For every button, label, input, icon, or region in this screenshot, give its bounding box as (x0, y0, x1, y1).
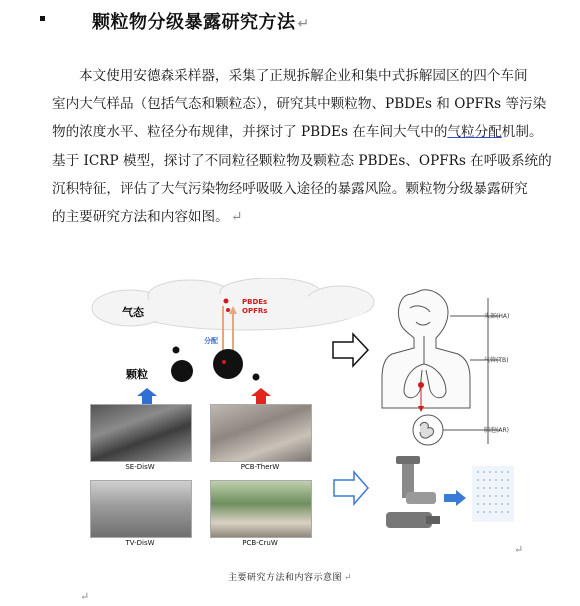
blue-right-arrow-icon (444, 490, 466, 506)
heading-title: 颗粒物分级暴露研究方法 (92, 12, 296, 33)
body-line-3b: 机制。 (501, 124, 543, 141)
underlined-term: 气粒分配 (447, 124, 502, 141)
body-line-6-text: 的主要研究方法和内容如图。 (52, 209, 229, 226)
body-line-4: 基于 ICRP 模型，探讨了不同粒径颗粒物及颗粒态 PBDEs、OPFRs 在呼吸系统的 (52, 152, 552, 169)
partition-label: 分配 (204, 337, 218, 345)
paragraph-mark: ↵ (514, 543, 524, 556)
respiratory-body-icon (382, 290, 500, 445)
body-line-1: 本文使用安德森采样器，采集了正规拆解企业和集中式拆解园区的四个车间 (79, 68, 528, 84)
region-alveoli: 肺泡(AR) (484, 427, 509, 434)
region-head: 头部(HA) (484, 313, 510, 320)
workshop-photo-tv-disw (90, 480, 192, 538)
photo-label-pcb-therw: PCB-TherW (240, 463, 280, 471)
body-line-3a: 物的浓度水平、粒径分布规律，并探讨了 PBDEs 在车间大气中的 (52, 124, 448, 141)
body-line-2: 室内大气样品（包括气态和颗粒态），研究其中颗粒物、PBDEs 和 OPFRs 等污染 (52, 96, 547, 113)
figure-caption (0, 570, 580, 583)
figure-caption-text: 主要研究方法和内容示意图 (227, 573, 342, 583)
particle-medium (171, 360, 193, 382)
workshop-photo-pcb-therw (210, 404, 312, 462)
particle-small-2 (253, 374, 260, 381)
blue-up-arrow-icon (137, 388, 157, 404)
workshop-photo-pcb-cruw (210, 480, 312, 538)
gas-label: 气态 (122, 306, 144, 319)
opfrs-label: OPFRs (242, 307, 268, 315)
gas-dot-pbdes (224, 299, 229, 304)
photo-label-se-disw: SE-DisW (125, 463, 155, 471)
particle-small-1 (173, 347, 180, 354)
photo-label-pcb-cruw: PCB-CruW (242, 539, 278, 547)
photo-label-tv-disw: TV-DisW (125, 539, 155, 547)
body-line-5: 沉积特征，评估了大气污染物经呼吸吸入途径的暴露风险。颗粒物分级暴露研究 (52, 180, 528, 197)
body-line-3 (52, 118, 542, 146)
workshop-photo-se-disw (90, 404, 192, 462)
gas-dot-opfrs (226, 308, 230, 312)
paragraph-mark: ↵ (230, 209, 243, 226)
pbdes-label: PBDEs (242, 298, 268, 306)
filter-media-icon (472, 466, 514, 522)
particle-label: 颗粒 (126, 368, 148, 381)
body-line-6 (52, 203, 542, 231)
paragraph-mark: ↵ (343, 573, 353, 583)
region-trachea: 气管(TB) (484, 357, 509, 364)
air-sampler-icon (386, 456, 440, 528)
body-paragraph (52, 62, 552, 231)
section-heading (92, 8, 310, 34)
list-bullet (40, 16, 45, 21)
blue-outline-right-arrow-icon (334, 472, 368, 504)
paragraph-mark: ↵ (297, 16, 310, 32)
method-figure (70, 278, 530, 550)
particle-bound-dot (222, 360, 226, 364)
paragraph-mark: ↵ (80, 590, 90, 603)
outline-right-arrow-icon (333, 334, 368, 366)
particle-large (213, 349, 243, 379)
red-up-arrow-icon (251, 388, 271, 404)
